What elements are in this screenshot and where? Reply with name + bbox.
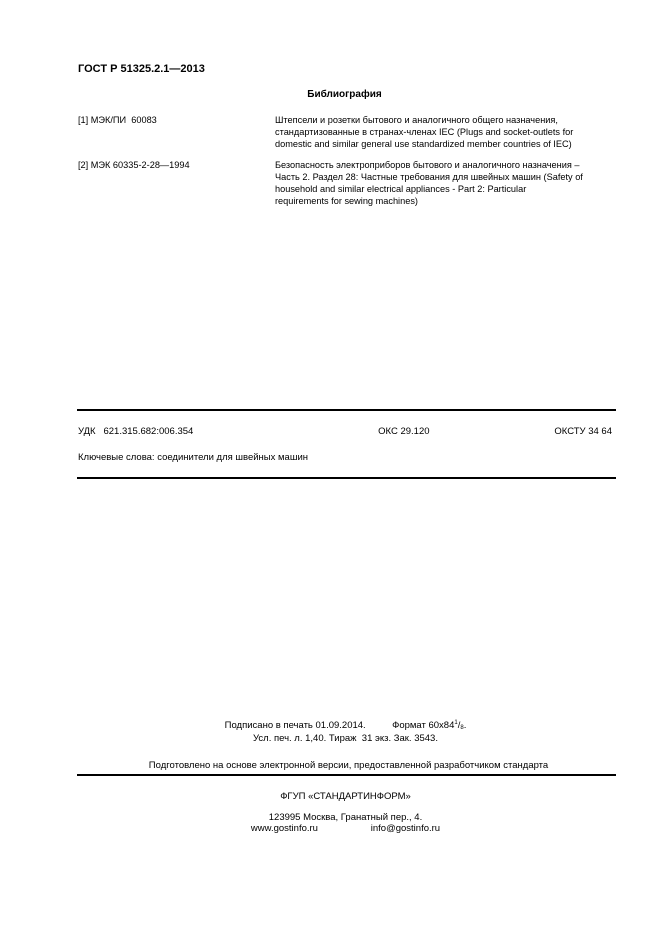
format-prefix: Формат 60x84 xyxy=(392,720,455,731)
description-line: Часть 2. Раздел 28: Частные требования для швейных машин (Safety of xyxy=(275,172,583,182)
paper-format: Формат $60x84^1/_8$. xyxy=(392,720,467,731)
top-divider xyxy=(77,409,616,411)
description-line: стандартизованные в странах-членах IEC (Plugs and socket-outlets for xyxy=(275,127,574,137)
imprint-signed-line xyxy=(0,720,661,731)
publisher-address: 123995 Москва, Гранатный пер., 4. xyxy=(268,812,423,823)
email-link[interactable]: info@gostinfo.ru xyxy=(370,823,441,834)
okstu-code: ОКСТУ 34 64 xyxy=(554,426,612,437)
format-suffix: . xyxy=(463,720,467,731)
prepared-note: Подготовлено на основе электронной версии, предоставленной разработчиком стандарта xyxy=(148,760,549,771)
bibliography-title: Библиография xyxy=(307,89,382,100)
bibliography-entry-2-code: [2] МЭК 60335-2-28—1994 xyxy=(78,160,190,170)
description-line: domestic and similar general use standardized member countries of IEC) xyxy=(275,139,572,149)
publisher-name: ФГУП «СТАНДАРТИНФОРМ» xyxy=(280,791,411,802)
document-id: ГОСТ Р 51325.2.1—2013 xyxy=(78,63,205,75)
udk-code: УДК 621.315.682:006.354 xyxy=(78,426,194,437)
classification-row xyxy=(78,426,612,437)
format-numerator: 1 xyxy=(454,720,458,726)
keywords: Ключевые слова: соединители для швейных машин xyxy=(78,452,309,463)
print-info: Усл. печ. л. 1,40. Тираж 31 экз. Зак. 3543. xyxy=(253,733,438,744)
bottom-divider xyxy=(77,477,616,479)
description-line: Безопасность электроприборов бытового и аналогичного назначения – xyxy=(275,160,580,170)
description-line: Штепсели и розетки бытового и аналогичного общего назначения, xyxy=(275,115,558,125)
format-denominator: 8 xyxy=(460,725,464,731)
bibliography-entry-1-description xyxy=(275,114,620,150)
signed-date: Подписано в печать 01.09.2014. xyxy=(224,720,366,731)
bibliography-entry-2-description xyxy=(275,159,620,207)
website-link[interactable]: www.gostinfo.ru xyxy=(250,823,318,834)
description-line: household and similar electrical appliances - Part 2: Particular xyxy=(275,184,527,194)
imprint-divider xyxy=(77,774,616,776)
oks-code: ОКС 29.120 xyxy=(378,426,430,437)
bibliography-entry-1-code: [1] МЭК/ПИ 60083 xyxy=(78,115,157,125)
description-line: requirements for sewing machines) xyxy=(275,196,418,206)
contact-line xyxy=(0,823,661,834)
